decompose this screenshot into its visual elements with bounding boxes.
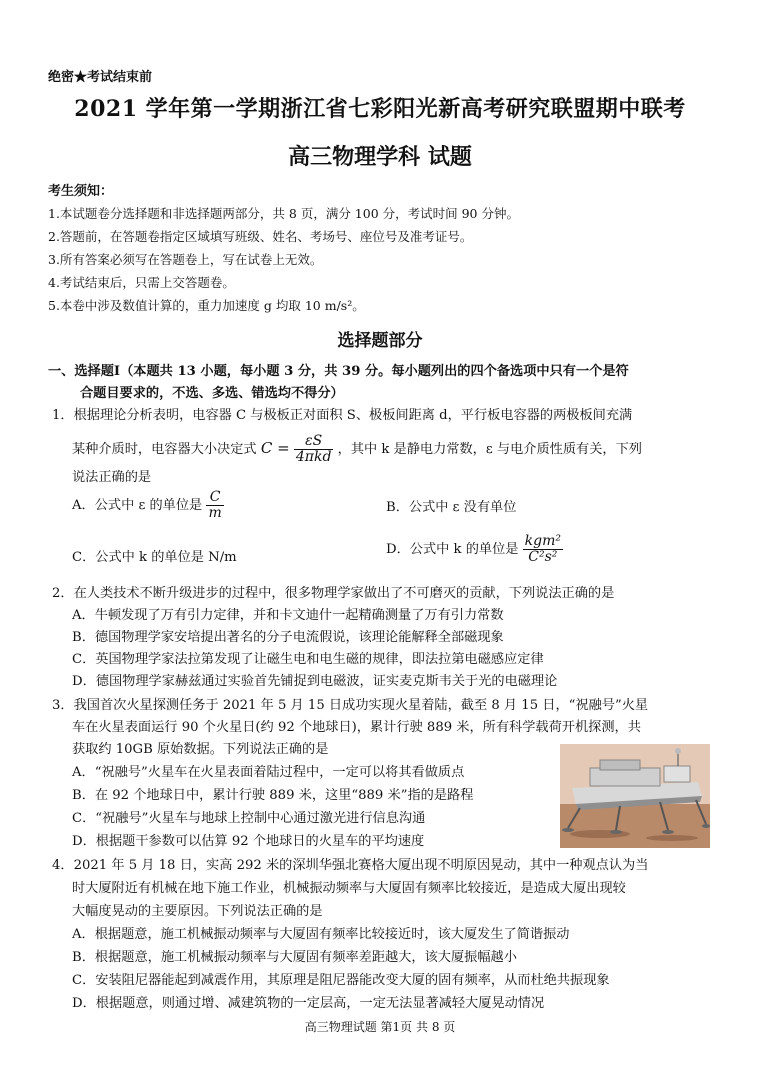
q3-option-c: C．“祝融号”火星车与地球上控制中心通过激光进行信息沟通 bbox=[72, 811, 426, 826]
q1-option-a-text: A．公式中 ε 的单位是 bbox=[72, 498, 203, 513]
q1-option-a-denominator: m bbox=[208, 505, 222, 521]
notice-item-3: 3.所有答案必须写在答题卷上，写在试卷上无效。 bbox=[48, 252, 323, 267]
notice-item-1: 1.本试题卷分选择题和非选择题两部分，共 8 页，满分 100 分，考试时间 90 分钟。 bbox=[48, 206, 519, 221]
q1-option-a-numerator: C bbox=[206, 490, 223, 506]
part1-instructions-line2: 合题目要求的，不选、多选、错选均不得分） bbox=[80, 386, 344, 401]
notice-item-4: 4.考试结束后，只需上交答题卷。 bbox=[48, 275, 235, 290]
q1-option-d-numerator: kgm² bbox=[524, 532, 561, 549]
q4-option-c: C．安装阻尼器能起到减震作用，其原理是阻尼器能改变大厦的固有频率，从而杜绝共振现象 bbox=[72, 973, 610, 988]
q1-formula-fraction bbox=[294, 434, 334, 466]
q1-stem-line2 bbox=[72, 428, 642, 470]
q2-option-a: A．牛顿发现了万有引力定律，并和卡文迪什一起精确测量了万有引力常数 bbox=[72, 608, 504, 623]
q1-stem-text: 某种介质时，电容器大小决定式 bbox=[72, 442, 257, 457]
q4-stem-line1: 4．2021 年 5 月 18 日，实高 292 米的深圳华强北赛格大厦出现不明原因晃动，其中一种观点认为当 bbox=[52, 858, 649, 873]
q3-option-a: A．“祝融号”火星车在火星表面着陆过程中，一定可以将其看做质点 bbox=[72, 765, 465, 780]
q4-stem-line3: 大幅度晃动的主要原因。下列说法正确的是 bbox=[72, 904, 323, 919]
q1-stem-text-after: ，其中 k 是静电力常数，ε 与电介质性质有关，下列 bbox=[337, 442, 642, 457]
q1-option-d-denominator: C²s² bbox=[528, 549, 558, 565]
section-title: 选择题部分 bbox=[337, 331, 423, 351]
mars-rover-photo bbox=[560, 744, 710, 848]
q1-option-d bbox=[386, 530, 563, 570]
notice-item-2: 2.答题前，在答题卷指定区域填写班级、姓名、考场号、座位号及准考证号。 bbox=[48, 229, 473, 244]
q3-stem-line1: 3．我国首次火星探测任务于 2021 年 5 月 15 日成功实现火星着陆，截至 8 月 15 日，“祝融号”火星 bbox=[52, 698, 649, 713]
q4-option-a: A．根据题意，施工机械振动频率与大厦固有频率比较接近时，该大厦发生了简谐振动 bbox=[72, 927, 570, 942]
q1-stem-line3: 说法正确的是 bbox=[72, 470, 152, 485]
q1-option-a-fraction bbox=[206, 490, 223, 522]
q1-option-a bbox=[72, 486, 224, 526]
q1-option-d-text: D．公式中 k 的单位是 bbox=[386, 542, 519, 557]
q1-option-c: C．公式中 k 的单位是 N/m bbox=[72, 550, 237, 565]
secret-label: 绝密★考试结束前 bbox=[48, 70, 153, 85]
q2-stem: 2．在人类技术不断升级进步的过程中，很多物理学家做出了不可磨灭的贡献，下列说法正确的是 bbox=[52, 586, 615, 601]
part1-instructions-line1: 一、选择题Ⅰ（本题共 13 小题，每小题 3 分，共 39 分。每小题列出的四个备选项中只有一个是符 bbox=[48, 364, 629, 379]
q2-option-d: D．德国物理学家赫兹通过实验首先铺捉到电磁波，证实麦克斯韦关于光的电磁理论 bbox=[72, 674, 558, 689]
q3-stem-line3: 获取约 10GB 原始数据。下列说法正确的是 bbox=[72, 742, 329, 757]
q1-stem-line1: 1．根据理论分析表明，电容器 C 与极板正对面积 S、极板间距离 d，平行板电容器的两极板间充满 bbox=[52, 408, 633, 423]
exam-subtitle: 高三物理学科 试题 bbox=[288, 144, 472, 170]
q2-option-b: B．德国物理学家安培提出著名的分子电流假说，该理论能解释全部磁现象 bbox=[72, 630, 504, 645]
ground-shadow-2 bbox=[646, 835, 698, 841]
notice-item-5: 5.本卷中涉及数值计算的，重力加速度 g 均取 10 m/s²。 bbox=[48, 298, 365, 313]
q1-formula-numerator: εS bbox=[294, 434, 334, 450]
q3-option-d: D．根据题干参数可以估算 92 个地球日的火星车的平均速度 bbox=[72, 834, 425, 849]
exam-title: 2021 学年第一学期浙江省七彩阳光新高考研究联盟期中联考 bbox=[74, 96, 686, 122]
q3-option-b: B．在 92 个地球日中，累计行驶 889 米，这里“889 米”指的是路程 bbox=[72, 788, 474, 803]
q1-formula-lhs: C = bbox=[260, 439, 290, 457]
q1-formula-denominator: 4πkd bbox=[295, 449, 332, 465]
q1-option-d-fraction bbox=[523, 534, 563, 566]
notice-heading: 考生须知： bbox=[48, 184, 114, 199]
q4-stem-line2: 时大厦附近有机械在地下施工作业，机械振动频率与大厦固有频率比较接近，是造成大厦出现较 bbox=[72, 881, 626, 896]
q2-option-c: C．英国物理学家法拉第发现了让磁生电和电生磁的规律，即法拉第电磁感应定律 bbox=[72, 652, 544, 667]
photo-ground bbox=[560, 804, 710, 848]
q4-option-b: B．根据题意，施工机械振动频率与大厦固有频率差距越大，该大厦振幅越小 bbox=[72, 950, 517, 965]
q1-option-b: B．公式中 ε 没有单位 bbox=[386, 500, 517, 515]
q4-option-d: D．根据题意，则通过增、减建筑物的一定层高，一定无法显著减轻大厦晃动情况 bbox=[72, 996, 545, 1011]
page-footer: 高三物理试题 第1页 共 8 页 bbox=[304, 1020, 456, 1034]
q3-stem-line2: 车在火星表面运行 90 个火星日(约 92 个地球日)，累计行驶 889 米，所有科学载荷开机探测，共 bbox=[72, 720, 641, 735]
